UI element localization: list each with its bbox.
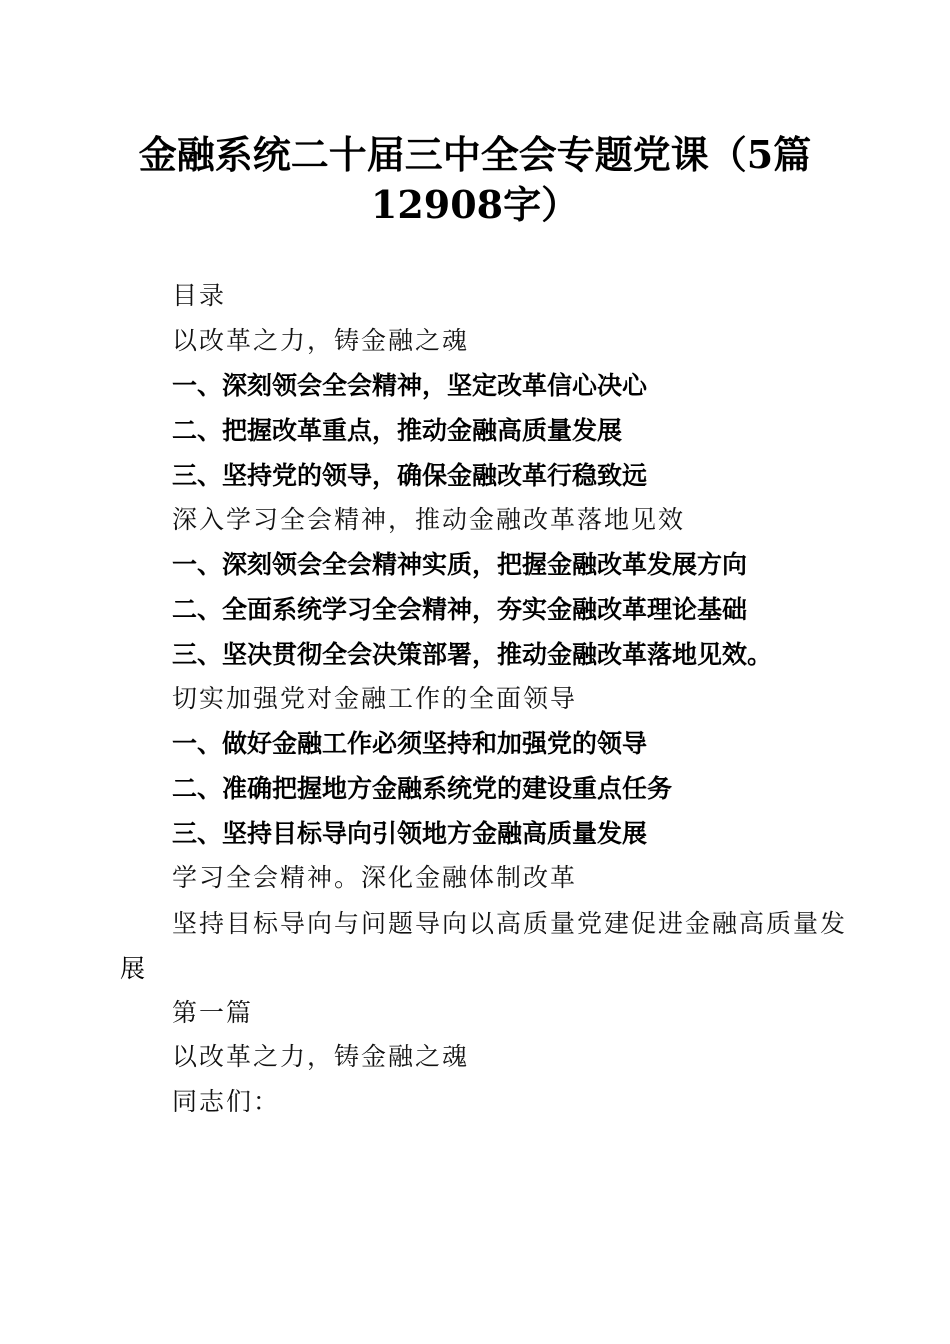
toc-section-1-item-3: 三、坚持党的领导，确保金融改革行稳致远 xyxy=(172,461,648,490)
part-label: 第一篇 xyxy=(172,998,254,1027)
toc-section-1-item-1: 一、深刻领会全会精神，坚定改革信心决心 xyxy=(172,371,648,400)
toc-section-2-heading: 深入学习全会精神，推动金融改革落地见效 xyxy=(172,505,686,534)
toc-section-1-item-2: 二、把握改革重点，推动金融高质量发展 xyxy=(172,416,623,445)
document-title: 金融系统二十届三中全会专题党课（5篇12908字） xyxy=(138,132,812,227)
part-title: 以改革之力，铸金融之魂 xyxy=(172,1042,470,1071)
toc-section-3-item-2: 二、准确把握地方金融系统党的建设重点任务 xyxy=(172,774,673,803)
toc-section-5-heading-continuation: 展 xyxy=(120,954,148,983)
toc-section-2-item-2: 二、全面系统学习全会精神，夯实金融改革理论基础 xyxy=(172,595,748,624)
toc-section-2-item-3: 三、坚决贯彻全会决策部署，推动金融改革落地见效。 xyxy=(172,640,773,669)
toc-section-2-item-1: 一、深刻领会全会精神实质，把握金融改革发展方向 xyxy=(172,550,748,579)
toc-label: 目录 xyxy=(172,281,227,310)
toc-section-5-heading: 坚持目标导向与问题导向以高质量党建促进金融高质量发 xyxy=(172,909,848,938)
toc-section-3-heading: 切实加强党对金融工作的全面领导 xyxy=(172,684,578,713)
toc-section-4-heading: 学习全会精神。深化金融体制改革 xyxy=(172,863,578,892)
toc-section-3-item-3: 三、坚持目标导向引领地方金融高质量发展 xyxy=(172,819,648,848)
salutation: 同志们： xyxy=(172,1087,281,1116)
toc-section-3-item-1: 一、做好金融工作必须坚持和加强党的领导 xyxy=(172,729,648,758)
toc-section-1-heading: 以改革之力，铸金融之魂 xyxy=(172,326,470,355)
